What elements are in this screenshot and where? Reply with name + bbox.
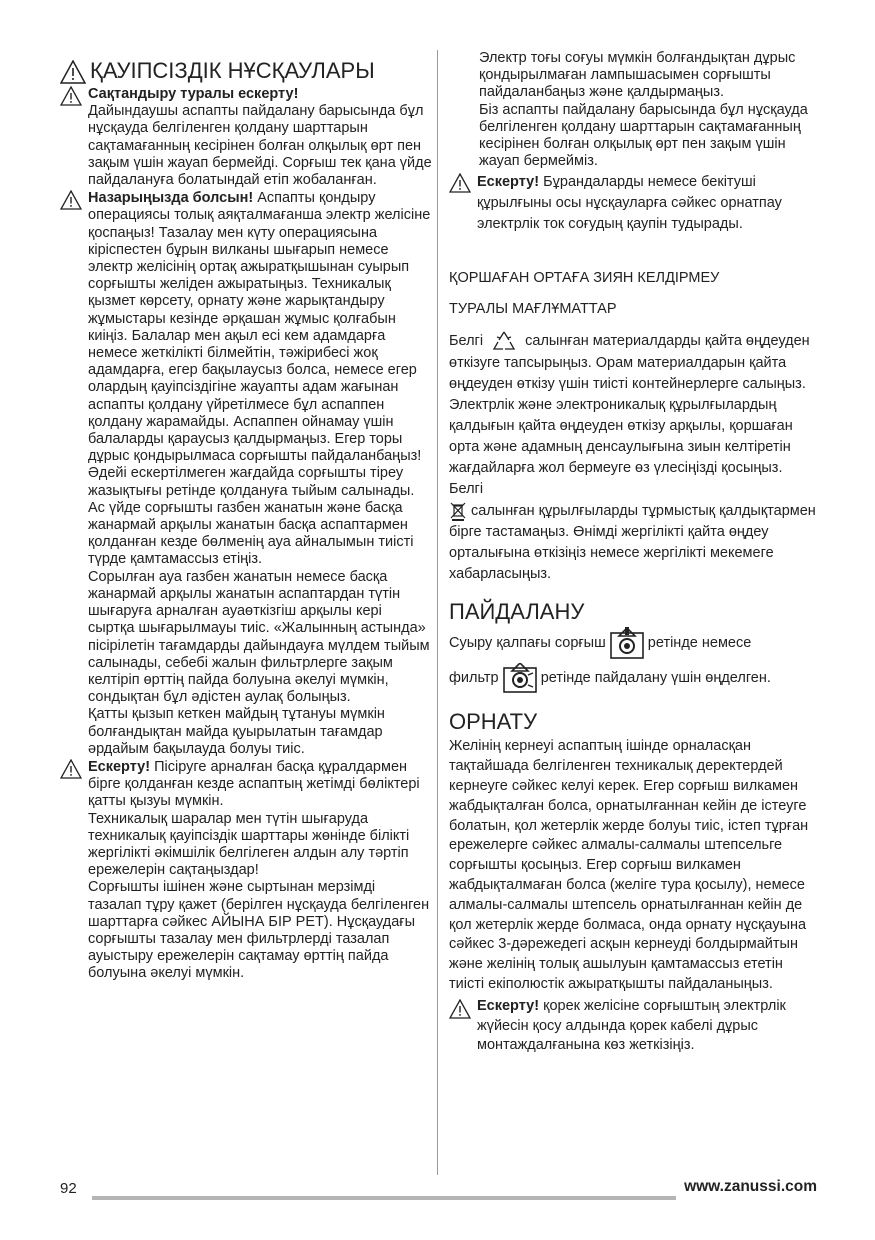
attention-text: Аспапты қондыру операциясы толық аяқталмағанша электр желісіне қоспаңыз! Тазалау мен күту операциясына кіріспестен бұрын вилканы шығарып немесе электр желісінің ортақ ажыратқышынан суырып сорғышты желіден ажыратыңыз. Техникалық қызмет көрсету, орнату және жарықтандыру жұмыстары кезінде әрқашан жұмыс қолғабын киіңіз. Балалар мен ақыл есі кем адамдарға немесе жеткілікті білмейтін, тәжірибесі жоқ адамдарға, егер бақылаусыз болса, немесе егер олардың қауіпсіздігіне жауапты адам жағынан аспапты қолдану үйретілмесе бұл аспаппен қолдану жарамайды. Аспаппен ойнамау үшін балаларды қараусыз қалдырмаңыз. Егер торы дұрыс қондырылмаса сорғышты пайдаланбаңыз! Әдейі ескертілмеген жағдайда сорғышты тіреу жазықтығы ретінде қолдануға тыйым салынады. Ас үйде сорғышты газбен жанатын және басқа жанармай арқылы жанатын басқа аспаптармен қолданған кезде бөлменің ауа айналымын тиісті түрде қамтамассыз етіңіз. — [88, 190, 431, 568]
usage-text-filter: фильтр — [449, 670, 499, 687]
website-link[interactable]: www.zanussi.com — [684, 1178, 817, 1195]
installation-heading: ОРНАТУ — [449, 709, 538, 735]
usage-text-hood: Суыру қалпағы сорғыш — [449, 635, 606, 652]
extraction-hood-icon — [610, 627, 644, 659]
usage-text-filter-end: ретінде пайдалану үшін өңделген. — [540, 670, 771, 687]
warning-triangle-icon — [60, 759, 82, 779]
filter-mode-icon — [503, 663, 537, 693]
disposal-paragraph: салынған құрылғыларды тұрмыстық қалдықтармен бірге тастамаңыз. Өнімді жергілікті қайта өңдеу орталығына өткізіңіз немесе жергілікті мекемеге хабарласыңыз. — [449, 503, 816, 583]
cable-warning-text: қорек желісіне сорғыштың электрлік жүйесін қосу алдында қорек кабелі дұрыс монтаждалғанына көз жеткізіңіз. — [477, 997, 786, 1054]
page-number: 92 — [60, 1180, 77, 1197]
column-divider — [437, 50, 438, 1175]
usage-text-hood-end: ретінде немесе — [647, 635, 752, 652]
crossed-bin-icon — [449, 500, 467, 522]
attention-title: Назарыңызда болсын! — [88, 190, 254, 207]
right-column — [449, 50, 819, 1056]
exhaust-air-paragraph: Сорылған ауа газбен жанатын немесе басқа жанармай арқылы жанатын аспаптардан түтін шығаруға арналған ауаөткізгіш арқылы кері сыртқа шығарылмауы тиіс. «Жалынның астында» пісірілетін тағамдарды дайындауға мүлдем тыйым салынады, себебі жалын фильтрлерге зақым келтіріп өрттің пайда болуына әкелуі мүмкін, сондықтан бұл әдістен аулақ болыңыз. — [88, 568, 430, 706]
warning-triangle-icon — [60, 190, 82, 210]
recycle-icon — [489, 329, 519, 353]
recycle-paragraph: салынған материалдарды қайта өңдеуден өткізуге тапсырыңыз. Орам материалдарын қайта өңдеуден өткізу үшін тиісті контейнерлерге салыңыз. — [449, 333, 810, 393]
caution-title: Ескерту! — [88, 758, 151, 775]
page-footer — [60, 1176, 817, 1204]
recycle-sign-label: Белгі — [449, 333, 484, 350]
screws-warning-title: Ескерту! — [477, 174, 540, 191]
screws-warning-text: Бұрандаларды немесе бекітуші құрылғыны осы нұсқауларға сәйкес орнатпау электрлік ток соғудың қаупін тудырады. — [477, 174, 782, 233]
warning-triangle-icon — [449, 999, 471, 1019]
warning-triangle-icon — [449, 173, 471, 193]
insurance-warning-text: Дайындаушы аспапты пайдалану барысында бұл нұсқауда белгіленген қолдану шарттарын сақтамағанның кесірінен болған олқылық өрт пен зақым үшін жауап бермейді. Сорғыш тек қана үйде пайдалануға болатындай етіп жобаланған. — [88, 103, 432, 189]
lamp-warning-paragraph: Электр тоғы соғуы мүмкін болғандықтан дұрыс қондырылмаған лампышасымен сорғышты пайдаланбаңыз және қалдырмаңыз. — [479, 50, 796, 101]
left-column — [60, 58, 432, 983]
electronic-waste-paragraph: Электрлік және электроникалық құрылғылардың қалдығын қайта өңдеуден өткізу арқылы, қоршаған орта және адамның денсаулығына зиын келтіретін жағдайларға жол бермеуге өз үлесіңізді қосыңыз. Белгі — [449, 397, 793, 498]
footer-rule — [92, 1196, 676, 1200]
warning-triangle-icon — [60, 60, 86, 84]
technical-measures-paragraph: Техникалық шаралар мен түтін шығаруда техникалық қауіпсіздік шарттары жөнінде білікті жергілікті әкімшілік белгілеген алдын алу тәртіп ережелерін сақтаңыздар! — [88, 810, 410, 879]
liability-paragraph: Біз аспапты пайдалану барысында бұл нұсқауда белгіленген қолдану шарттарын сақтамағанның кесірінен болған олқылық өрт пен зақым үшін жауап бермейміз. — [479, 101, 808, 170]
installation-paragraph: Желінің кернеуі аспаптың ішінде орналасқан тақтайшада белгіленген техникалық деректердей кернеуге сәйкес келуі керек. Егер сорғыш вилкамен жабдықталған болса, орнатылғаннан кейін де істеуге болатын, қол жетерлік жерде болуы тиіс, істеп тұрған ережелерге сәйкес алмалы-салмалы штепсельге сорғышты қосыңыз. Егер сорғыш вилкамен жабдықталмаған болса (желіге тура қосылу), немесе алмалы-салмалы штепсель орнатылғаннан кейін де қол жетерлік жерде болмаса, онда орнату нұсқауына сәйкес 3-дәрежедегі асқын кернеуді болдырмайтын және желінің толық ашылуын қамтамассыз ететін тиісті екіполюстік ажыратқышты пайдаланыңыз. — [449, 738, 809, 992]
hot-oil-paragraph: Қатты қызып кеткен майдың тұтануы мүмкін болғандықтан майда қуырылатын тағамдар әрдайым бақылауда болуы тиіс. — [88, 706, 385, 757]
warning-triangle-icon — [60, 86, 82, 106]
insurance-warning-title: Сақтандыру туралы ескерту! — [88, 86, 299, 102]
usage-heading: ПАЙДАЛАНУ — [449, 599, 585, 625]
caution-text: Пісіруге арналған басқа құралдармен бірге қолданған кезде аспаптың жетімді бөліктері қатты қызуы мүмкін. — [88, 758, 420, 810]
environment-heading-line2: ТУРАЛЫ МАҒЛҰМАТТАР — [449, 301, 617, 318]
cleaning-paragraph: Сорғышты ішінен және сыртынан мерзімді тазалап тұру қажет (берілген нұсқауда белгіленген шарттарға сәйкес АЙЫНА БІР РЕТ). Нұсқаудағы сорғышты тазалау мен фильтрлерді тазалап ауыстыру ережелерін сақтамау өрттің пайда болуына әкелуі мүмкін. — [88, 879, 430, 982]
environment-heading-line1: ҚОРШАҒАН ОРТАҒА ЗИЯН КЕЛДІРМЕУ — [449, 270, 720, 287]
safety-heading: ҚАУІПСІЗДІК НҰСҚАУЛАРЫ — [90, 58, 375, 83]
cable-warning-title: Ескерту! — [477, 997, 540, 1014]
